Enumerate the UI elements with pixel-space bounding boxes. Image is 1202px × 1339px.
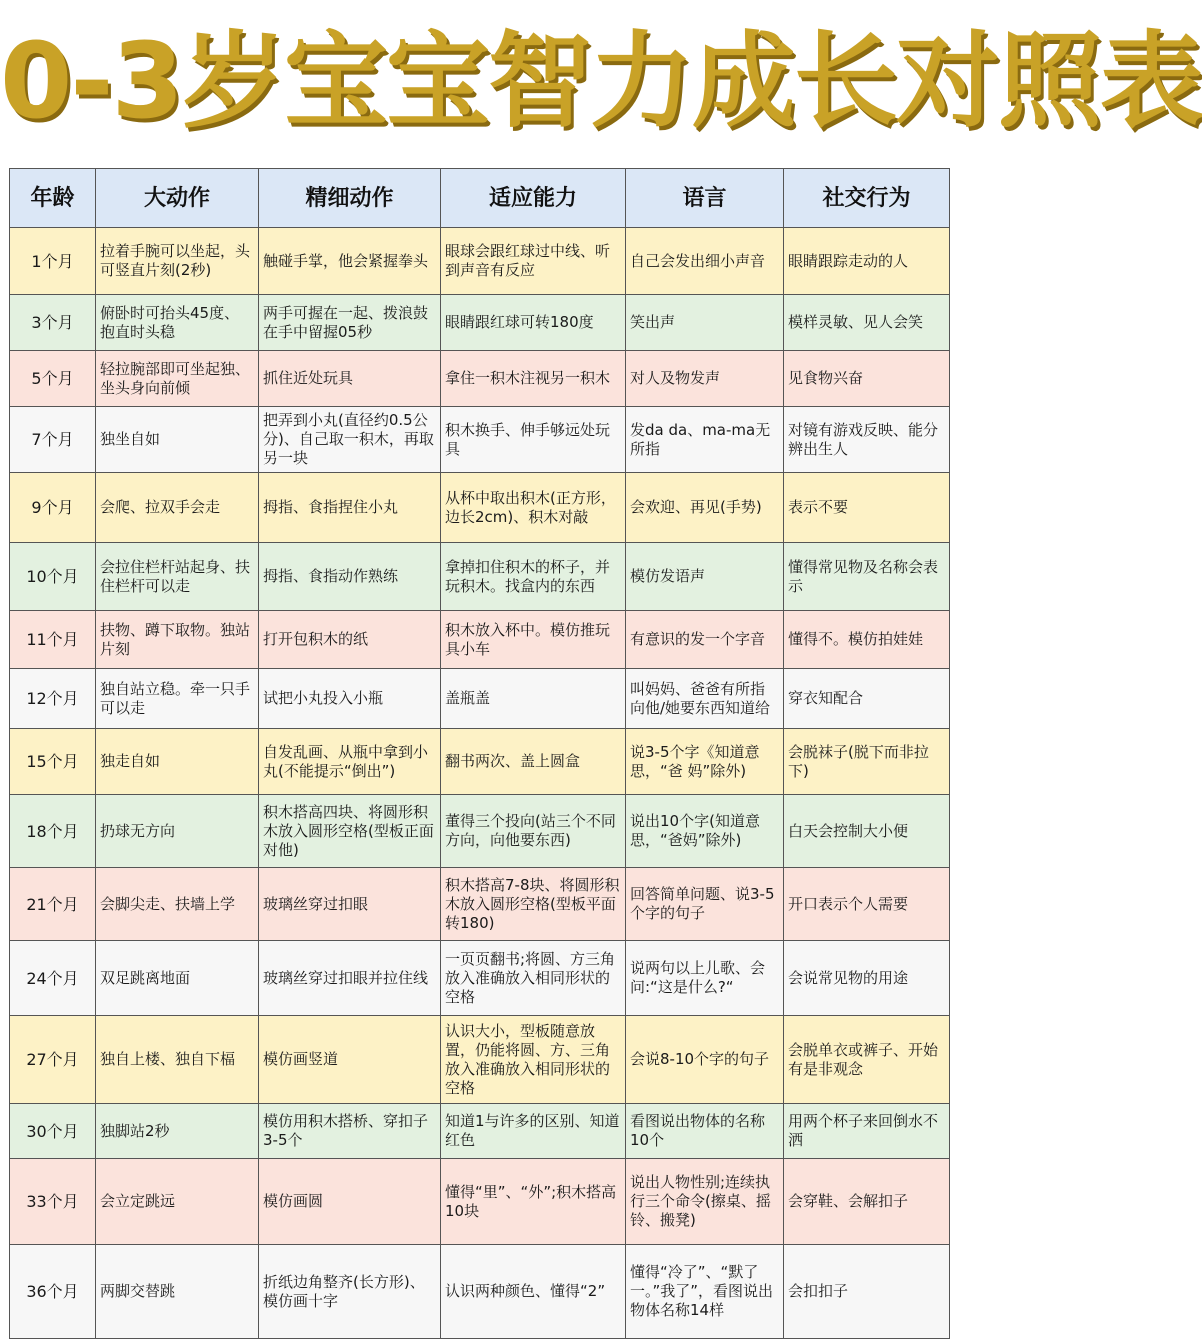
table-row bbox=[10, 295, 950, 351]
age-cell: 18个月 bbox=[10, 795, 96, 868]
fine-motor-cell: 模仿用积木搭桥、穿扣子3-5个 bbox=[259, 1104, 441, 1159]
gross-motor-cell: 会爬、拉双手会走 bbox=[96, 473, 259, 543]
age-cell: 30个月 bbox=[10, 1104, 96, 1159]
adaptability-cell: 积木放入杯中。模仿推玩具小车 bbox=[441, 611, 626, 669]
language-cell: 有意识的发一个字音 bbox=[626, 611, 784, 669]
social-cell: 表示不要 bbox=[784, 473, 950, 543]
language-cell: 说两句以上儿歌、会问:“这是什么?“ bbox=[626, 941, 784, 1016]
fine-motor-cell: 两手可握在一起、拨浪鼓在手中留握05秒 bbox=[259, 295, 441, 351]
social-cell: 会脱单衣或裤子、开始有是非观念 bbox=[784, 1016, 950, 1104]
language-cell: 会说8-10个字的句子 bbox=[626, 1016, 784, 1104]
header-age: 年龄 bbox=[10, 169, 96, 228]
fine-motor-cell: 拇指、食指动作熟练 bbox=[259, 543, 441, 611]
table-row bbox=[10, 941, 950, 1016]
gross-motor-cell: 俯卧时可抬头45度、抱直时头稳 bbox=[96, 295, 259, 351]
gross-motor-cell: 会脚尖走、扶墙上学 bbox=[96, 868, 259, 941]
header-gross-motor: 大动作 bbox=[96, 169, 259, 228]
gross-motor-cell: 会拉住栏杆站起身、扶住栏杆可以走 bbox=[96, 543, 259, 611]
social-cell: 穿衣知配合 bbox=[784, 669, 950, 729]
adaptability-cell: 翻书两次、盖上圆盒 bbox=[441, 729, 626, 795]
header-adaptability: 适应能力 bbox=[441, 169, 626, 228]
age-cell: 10个月 bbox=[10, 543, 96, 611]
social-cell: 会说常见物的用途 bbox=[784, 941, 950, 1016]
table-row bbox=[10, 729, 950, 795]
table-row bbox=[10, 868, 950, 941]
fine-motor-cell: 把弄到小丸(直径约0.5公分)、自己取一积木，再取另一块 bbox=[259, 407, 441, 473]
age-cell: 27个月 bbox=[10, 1016, 96, 1104]
language-cell: 说出人物性别;连续执行三个命令(擦桌、摇铃、搬凳) bbox=[626, 1159, 784, 1245]
social-cell: 眼睛跟踪走动的人 bbox=[784, 228, 950, 295]
header-social: 社交行为 bbox=[784, 169, 950, 228]
adaptability-cell: 懂得“里”、“外”;积木搭高10块 bbox=[441, 1159, 626, 1245]
social-cell: 用两个杯子来回倒水不洒 bbox=[784, 1104, 950, 1159]
fine-motor-cell: 积木搭高四块、将圆形积木放入圆形空格(型板正面对他) bbox=[259, 795, 441, 868]
header-language: 语言 bbox=[626, 169, 784, 228]
gross-motor-cell: 轻拉腕部即可坐起独、坐头身向前倾 bbox=[96, 351, 259, 407]
age-cell: 15个月 bbox=[10, 729, 96, 795]
fine-motor-cell: 拇指、食指捏住小丸 bbox=[259, 473, 441, 543]
gross-motor-cell: 独走自如 bbox=[96, 729, 259, 795]
adaptability-cell: 一页页翻书;将圆、方三角放入准确放入相同形状的空格 bbox=[441, 941, 626, 1016]
social-cell: 对镜有游戏反映、能分辨出生人 bbox=[784, 407, 950, 473]
table-row bbox=[10, 351, 950, 407]
adaptability-cell: 认识大小，型板随意放置，仍能将圆、方、三角放入准确放入相同形状的空格 bbox=[441, 1016, 626, 1104]
social-cell: 懂得常见物及名称会表示 bbox=[784, 543, 950, 611]
fine-motor-cell: 折纸边角整齐(长方形)、模仿画十字 bbox=[259, 1245, 441, 1339]
table-body bbox=[10, 228, 950, 1339]
language-cell: 说3-5个字《知道意思，“爸 妈”除外) bbox=[626, 729, 784, 795]
adaptability-cell: 盖瓶盖 bbox=[441, 669, 626, 729]
age-cell: 24个月 bbox=[10, 941, 96, 1016]
fine-motor-cell: 自发乱画、从瓶中拿到小丸(不能提示“倒出”) bbox=[259, 729, 441, 795]
language-cell: 自己会发出细小声音 bbox=[626, 228, 784, 295]
table-row bbox=[10, 1016, 950, 1104]
gross-motor-cell: 独坐自如 bbox=[96, 407, 259, 473]
social-cell: 会脱袜子(脱下而非拉下) bbox=[784, 729, 950, 795]
table-row bbox=[10, 473, 950, 543]
age-cell: 21个月 bbox=[10, 868, 96, 941]
gross-motor-cell: 两脚交替跳 bbox=[96, 1245, 259, 1339]
table-row bbox=[10, 669, 950, 729]
gross-motor-cell: 扶物、蹲下取物。独站片刻 bbox=[96, 611, 259, 669]
age-cell: 1个月 bbox=[10, 228, 96, 295]
fine-motor-cell: 触碰手掌，他会紧握拳头 bbox=[259, 228, 441, 295]
gross-motor-cell: 双足跳离地面 bbox=[96, 941, 259, 1016]
gross-motor-cell: 独自上楼、独自下楅 bbox=[96, 1016, 259, 1104]
age-cell: 12个月 bbox=[10, 669, 96, 729]
adaptability-cell: 积木搭高7-8块、将圆形积木放入圆形空格(型板平面转180) bbox=[441, 868, 626, 941]
table-row bbox=[10, 795, 950, 868]
social-cell: 会扣扣子 bbox=[784, 1245, 950, 1339]
adaptability-cell: 知道1与许多的区别、知道红色 bbox=[441, 1104, 626, 1159]
social-cell: 懂得不。模仿拍娃娃 bbox=[784, 611, 950, 669]
social-cell: 见食物兴奋 bbox=[784, 351, 950, 407]
fine-motor-cell: 抓住近处玩具 bbox=[259, 351, 441, 407]
language-cell: 模仿发语声 bbox=[626, 543, 784, 611]
table-row bbox=[10, 1245, 950, 1339]
age-cell: 36个月 bbox=[10, 1245, 96, 1339]
age-cell: 3个月 bbox=[10, 295, 96, 351]
adaptability-cell: 从杯中取出积木(正方形，边长2cm)、积木对敲 bbox=[441, 473, 626, 543]
fine-motor-cell: 打开包积木的纸 bbox=[259, 611, 441, 669]
language-cell: 笑出声 bbox=[626, 295, 784, 351]
language-cell: 懂得“冷了”、“默了一。”我了”，看图说出物体名称14样 bbox=[626, 1245, 784, 1339]
adaptability-cell: 拿掉扣住积木的杯子，并玩积木。找盒内的东西 bbox=[441, 543, 626, 611]
fine-motor-cell: 模仿画竖道 bbox=[259, 1016, 441, 1104]
language-cell: 对人及物发声 bbox=[626, 351, 784, 407]
social-cell: 模样灵敏、见人会笑 bbox=[784, 295, 950, 351]
table-row bbox=[10, 407, 950, 473]
adaptability-cell: 眼球会跟红球过中线、听到声音有反应 bbox=[441, 228, 626, 295]
table-row bbox=[10, 228, 950, 295]
social-cell: 会穿鞋、会解扣子 bbox=[784, 1159, 950, 1245]
language-cell: 回答简单问题、说3-5个字的句子 bbox=[626, 868, 784, 941]
adaptability-cell: 眼睛跟红球可转180度 bbox=[441, 295, 626, 351]
adaptability-cell: 拿住一积木注视另一积木 bbox=[441, 351, 626, 407]
gross-motor-cell: 独自站立稳。牵一只手可以走 bbox=[96, 669, 259, 729]
table-row bbox=[10, 543, 950, 611]
age-cell: 7个月 bbox=[10, 407, 96, 473]
table-row bbox=[10, 1104, 950, 1159]
gross-motor-cell: 会立定跳远 bbox=[96, 1159, 259, 1245]
page-title: 0-3岁宝宝智力成长对照表 bbox=[0, 20, 1202, 142]
table-row bbox=[10, 1159, 950, 1245]
table-row bbox=[10, 611, 950, 669]
gross-motor-cell: 扔球无方向 bbox=[96, 795, 259, 868]
fine-motor-cell: 模仿画圆 bbox=[259, 1159, 441, 1245]
adaptability-cell: 积木换手、伸手够远处玩具 bbox=[441, 407, 626, 473]
header-fine-motor: 精细动作 bbox=[259, 169, 441, 228]
gross-motor-cell: 拉着手腕可以坐起，头可竖直片刻(2秒) bbox=[96, 228, 259, 295]
adaptability-cell: 认识两种颜色、懂得“2” bbox=[441, 1245, 626, 1339]
table-header-row bbox=[10, 169, 950, 228]
adaptability-cell: 董得三个投向(站三个不同方向，向他要东西) bbox=[441, 795, 626, 868]
social-cell: 开口表示个人需要 bbox=[784, 868, 950, 941]
fine-motor-cell: 试把小丸投入小瓶 bbox=[259, 669, 441, 729]
language-cell: 看图说出物体的名称10个 bbox=[626, 1104, 784, 1159]
language-cell: 说出10个字(知道意思，“爸妈”除外) bbox=[626, 795, 784, 868]
language-cell: 叫妈妈、爸爸有所指向他/她要东西知道给 bbox=[626, 669, 784, 729]
social-cell: 白天会控制大小便 bbox=[784, 795, 950, 868]
fine-motor-cell: 玻璃丝穿过扣眼 bbox=[259, 868, 441, 941]
age-cell: 11个月 bbox=[10, 611, 96, 669]
growth-table bbox=[9, 168, 950, 1339]
age-cell: 33个月 bbox=[10, 1159, 96, 1245]
fine-motor-cell: 玻璃丝穿过扣眼并拉住线 bbox=[259, 941, 441, 1016]
language-cell: 会欢迎、再见(手势) bbox=[626, 473, 784, 543]
language-cell: 发da da、ma-ma无所指 bbox=[626, 407, 784, 473]
age-cell: 5个月 bbox=[10, 351, 96, 407]
age-cell: 9个月 bbox=[10, 473, 96, 543]
gross-motor-cell: 独脚站2秒 bbox=[96, 1104, 259, 1159]
